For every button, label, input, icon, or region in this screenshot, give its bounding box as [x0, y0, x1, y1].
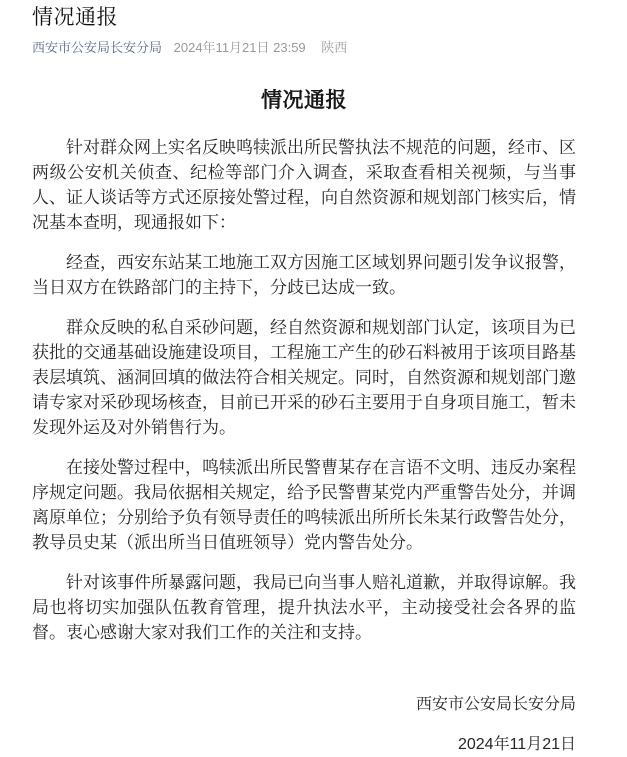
notice-title: 情况通报: [261, 89, 347, 112]
account-name-link[interactable]: 西安市公安局长安分局: [32, 40, 163, 55]
issue-date: 2024年11月21日: [457, 736, 576, 753]
notice-paragraph: 群众反映的私自采砂问题，经自然资源和规划部门认定，该项目为已获批的交通基础设施建设项目，工程施工产生的砂石料被用于该项目路基表层填筑、涵洞回填的做法符合相关规定。同时，自然资源和规划部门邀请专家对采砂现场核查，目前已开采的砂石主要用于自身项目施工，暂未发现外运及对外销售行为。: [32, 318, 576, 437]
article-body: [32, 87, 576, 757]
notice-paragraph: 针对该事件所暴露问题，我局已向当事人赔礼道歉，并取得谅解。我局也将切实加强队伍教育管理，提升执法水平，主动接受社会各界的监督。衷心感谢大家对我们工作的关注和支持。: [32, 573, 576, 642]
notice-paragraph: 经查，西安东站某工地施工双方因施工区域划界问题引发争议报警，当日双方在铁路部门的主持下，分歧已达成一致。: [32, 253, 576, 297]
issuer-signature: 西安市公安局长安分局: [415, 696, 576, 713]
page-title: 情况通报: [32, 6, 118, 29]
byline: [32, 39, 576, 57]
notice-paragraph: 在接处警过程中，鸣犊派出所民警曹某存在言语不文明、违反办案程序规定问题。我局依据相关规定，给予民警曹某党内严重警告处分，并调离原单位；分别给予负有领导责任的鸣犊派出所所长朱某行政警告处分，教导员史某（派出所当日值班领导）党内警告处分。: [32, 458, 576, 552]
publish-timestamp: 2024年11月21日 23:59: [173, 40, 306, 55]
publish-location: 陕西: [321, 40, 348, 55]
notice-paragraph: 针对群众网上实名反映鸣犊派出所民警执法不规范的问题，经市、区两级公安机关侦查、纪检等部门介入调查，采取查看相关视频，与当事人、证人谈话等方式还原接处警过程，向自然资源和规划部门核实后，情况基本查明，现通报如下：: [32, 138, 576, 232]
